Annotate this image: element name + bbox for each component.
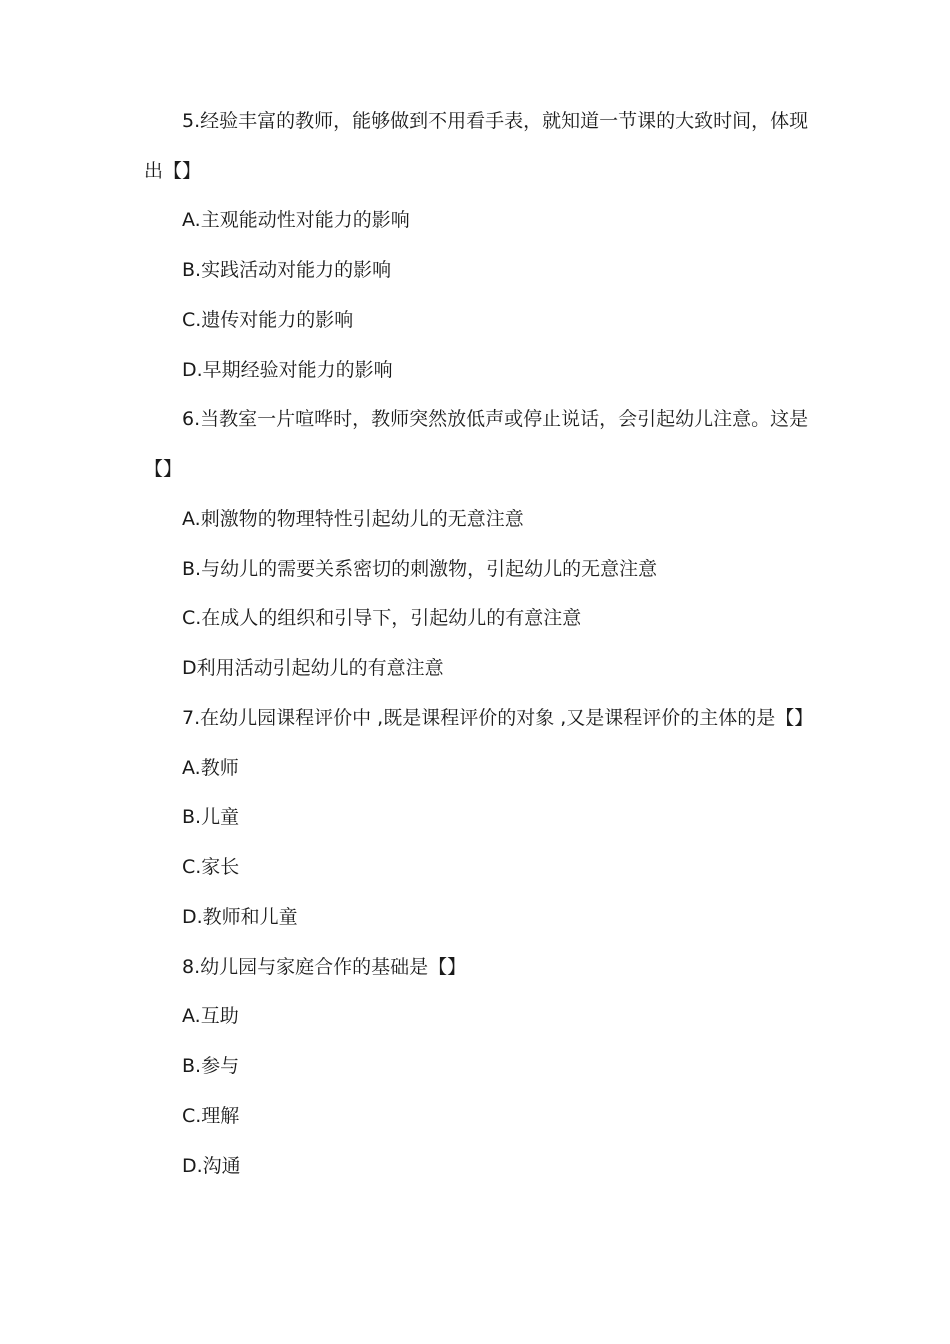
question-8-option-d: D.沟通 <box>182 1155 241 1177</box>
question-6-option-d: D利用活动引起幼儿的有意注意 <box>182 657 444 679</box>
question-5-option-b: B.实践活动对能力的影响 <box>182 259 392 281</box>
question-7-option-a: A.教师 <box>182 757 239 779</box>
question-5-option-c: C.遗传对能力的影响 <box>182 309 354 331</box>
question-7-stem: 7.在幼儿园课程评价中 ,既是课程评价的对象 ,又是课程评价的主体的是【】 <box>182 707 814 729</box>
question-7-option-c: C.家长 <box>182 856 240 878</box>
question-7-option-d: D.教师和儿童 <box>182 906 298 928</box>
question-5-option-a: A.主观能动性对能力的影响 <box>182 209 410 231</box>
question-8-stem: 8.幼儿园与家庭合作的基础是【】 <box>182 956 467 978</box>
question-5-option-d: D.早期经验对能力的影响 <box>182 359 393 381</box>
question-6-option-a: A.刺激物的物理特性引起幼儿的无意注意 <box>182 508 524 530</box>
question-6-stem: 6.当教室一片喧哗时，教师突然放低声或停止说话，会引起幼儿注意。这是 <box>182 408 809 430</box>
question-8-option-b: B.参与 <box>182 1055 240 1077</box>
question-5-stem: 5.经验丰富的教师，能够做到不用看手表，就知道一节课的大致时间，体现 <box>182 110 809 132</box>
question-6-option-b: B.与幼儿的需要关系密切的刺激物，引起幼儿的无意注意 <box>182 558 658 580</box>
question-7-option-b: B.儿童 <box>182 806 240 828</box>
question-6-stem-continued: 【】 <box>144 458 183 480</box>
question-8-option-a: A.互助 <box>182 1005 239 1027</box>
question-5-stem-continued: 出【】 <box>144 160 202 182</box>
question-6-option-c: C.在成人的组织和引导下，引起幼儿的有意注意 <box>182 607 582 629</box>
question-8-option-c: C.理解 <box>182 1105 240 1127</box>
